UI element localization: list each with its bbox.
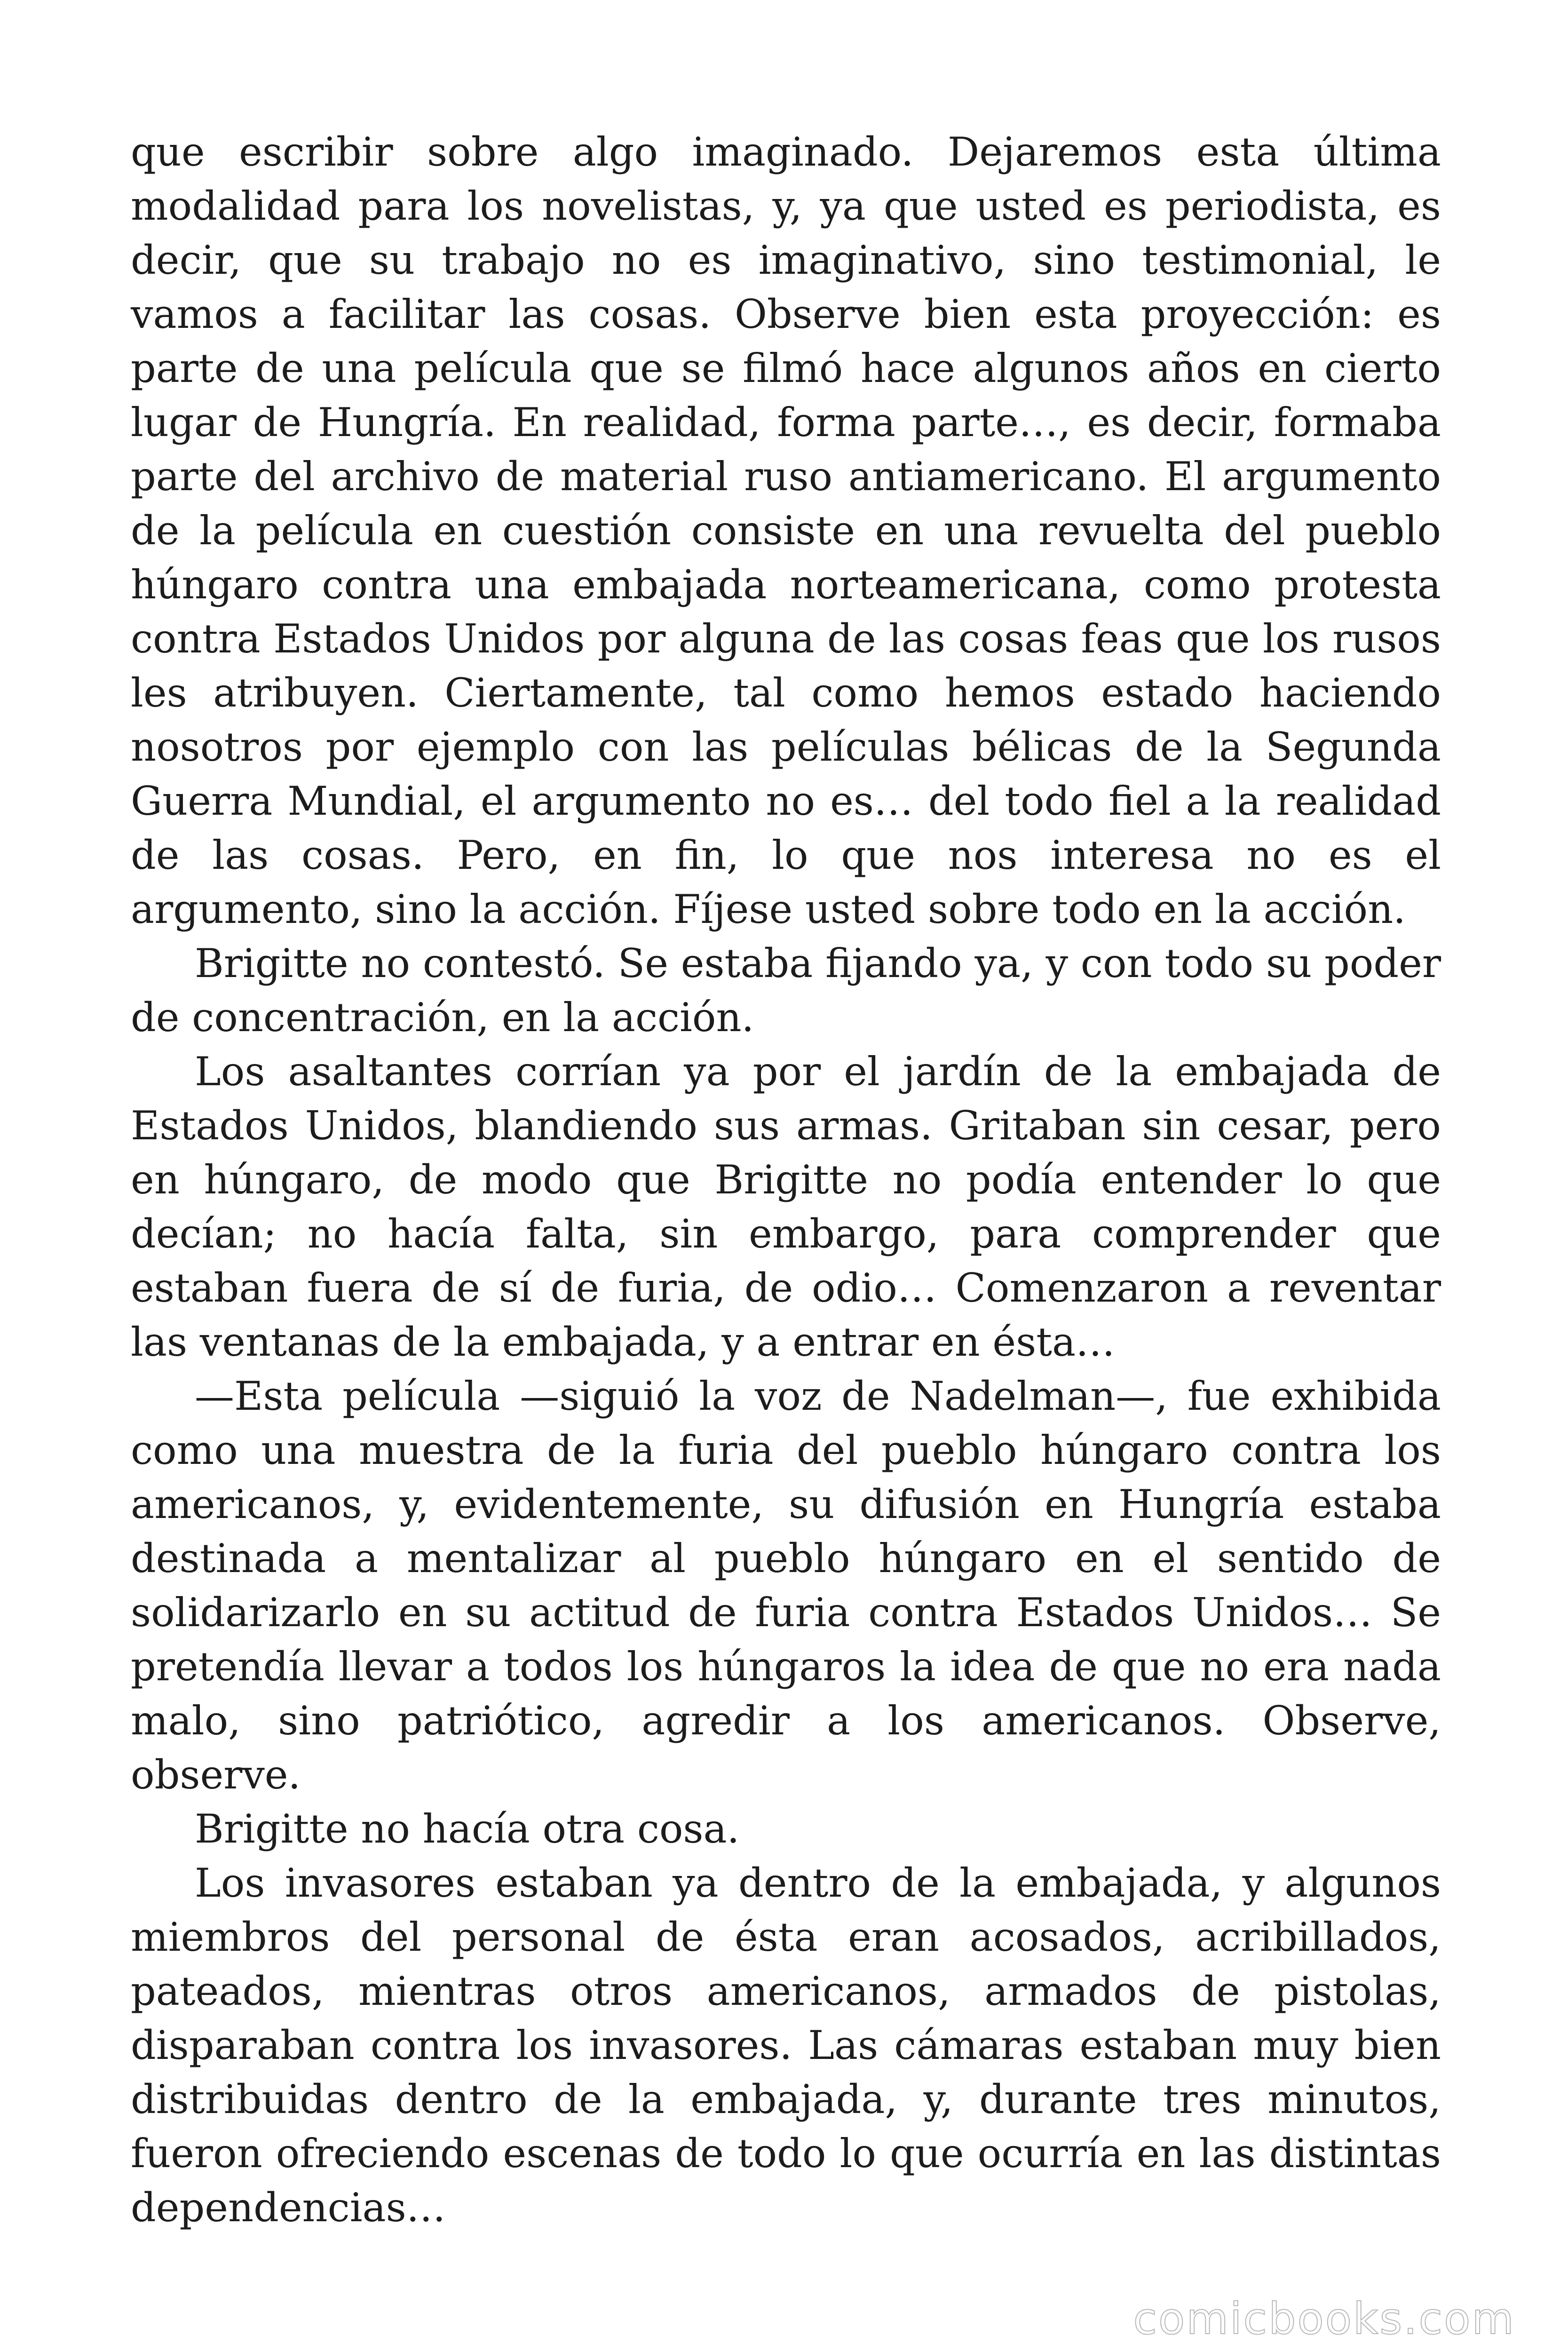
paragraph-4: —Esta película —siguió la voz de Nadelman—, fue exhibida como una muestra de la furia del pueblo húngaro contra los americanos, y, evidentemente, su difusión en Hungría estaba destinada a mentalizar al pueblo húngaro en el sentido de solidarizarlo en su actitud de furia contra Estados Unidos… Se pretendía llevar a todos los húngaros la idea de que no era nada malo, sino patriótico, agredir a los americanos. Observe, observe. [131, 1373, 1441, 1798]
paragraph-1: que escribir sobre algo imaginado. Dejaremos esta última modalidad para los novelistas, y, ya que usted es periodista, es decir, que su trabajo no es imaginativo, sino testimonial, le vamos a facilitar las cosas. Observe bien esta proyección: es parte de una película que se filmó hace algunos años en cierto lugar de Hungría. En realidad, forma parte…, es decir, formaba parte del archivo de material ruso antiamericano. El argumento de la película en cuestión consiste en una revuelta del pueblo húngaro contra una embajada norteamericana, como protesta contra Estados Unidos por alguna de las cosas feas que los rusos les atribuyen. Ciertamente, tal como hemos estado haciendo nosotros por ejemplo con las películas bélicas de la Segunda Guerra Mundial, el argumento no es… del todo fiel a la realidad de las cosas. Pero, en fin, lo que nos interesa no es el argumento, sino la acción. Fíjese usted sobre todo en la acción. [131, 129, 1441, 932]
paragraph-5: Brigitte no hacía otra cosa. [195, 1806, 740, 1852]
paragraph-3: Los asaltantes corrían ya por el jardín de la embajada de Estados Unidos, blandiendo sus armas. Gritaban sin cesar, pero en húngaro, de modo que Brigitte no podía entender lo que decían; no hacía falta, sin embargo, para comprender que estaban fuera de sí de furia, de odio… Comenzaron a reventar las ventanas de la embajada, y a entrar en ésta… [131, 1049, 1441, 1365]
paragraph-6: Los invasores estaban ya dentro de la embajada, y algunos miembros del personal de ésta eran acosados, acribillados, pateados, mientras otros americanos, armados de pistolas, disparaban contra los invasores. Las cámaras estaban muy bien distribuidas dentro de la embajada, y, durante tres minutos, fueron ofreciendo escenas de todo lo que ocurría en las distintas dependencias… [131, 1860, 1441, 2231]
body-text [131, 125, 1441, 2235]
paragraph-2: Brigitte no contestó. Se estaba fijando ya, y con todo su poder de concentración, en la acción. [131, 940, 1441, 1041]
watermark: comicbooks.com [1133, 2294, 1515, 2344]
